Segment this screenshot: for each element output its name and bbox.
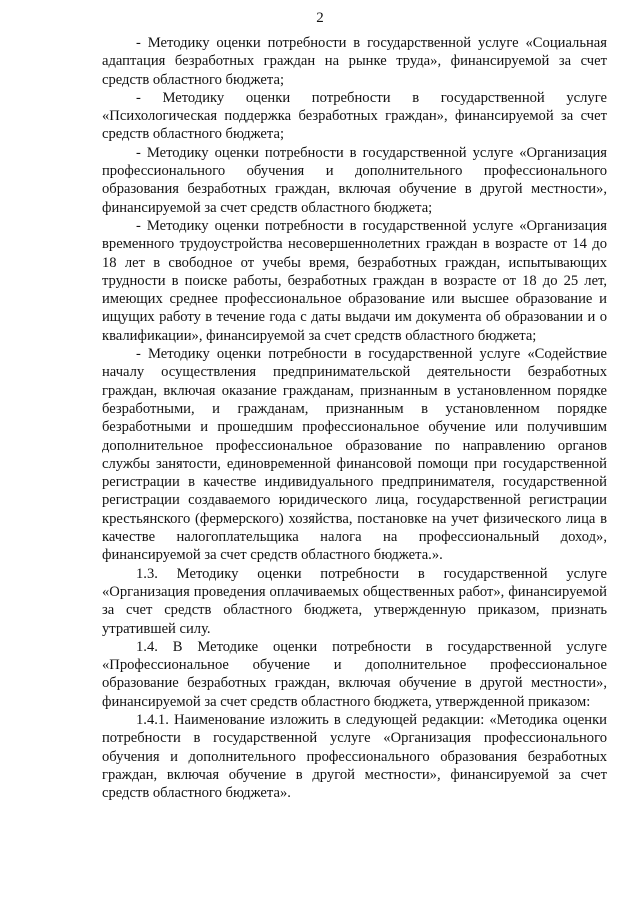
paragraph-1-3-public-works: 1.3. Методику оценки потребности в государственной услуге «Организация проведения оплачиваемых общественных работ», финансируемой за счет средств областного бюджета, утвержденную приказом, признать утратившей силу. — [102, 565, 607, 637]
paragraph-entrepreneurship-support: - Методику оценки потребности в государственной услуге «Содействие началу осуществления предпринимательской деятельности безработных граждан, включая оказание гражданам, признанным в установленном порядке безработными, и гражданам, признанным в установленном порядке безработными и прошедшим профессиональное обучение или получившим дополнительное профессиональное образование по направлению органов службы занятости, единовременной финансовой помощи при государственной регистрации в качестве индивидуального предпринимателя, государственной регистрации создаваемого юридического лица, государственной регистрации крестьянского (фермерского) хозяйства, постановке на учет физического лица в качестве налогоплательщика налога на профессиональный доход», финансируемой за счет средств областного бюджета.». — [102, 346, 607, 564]
paragraph-temporary-employment: - Методику оценки потребности в государственной услуге «Организация временного трудоустройства несовершеннолетних граждан в возрасте от 14 до 18 лет в свободное от учебы время, безработных граждан, испытывающих трудности в поиске работы, безработных граждан в возрасте от 18 до 25 лет, имеющих среднее профессиональное образование или высшее образование и ищущих работу в течение года с даты выдачи им документа об образовании и о квалификации», финансируемой за счет средств областного бюджета; — [102, 217, 607, 344]
page-number: 2 — [316, 10, 324, 26]
paragraph-1-4-1-new-title: 1.4.1. Наименование изложить в следующей редакции: «Методика оценки потребности в государственной услуге «Организация профессионального обучения и дополнительного профессионального образования безработных граждан, включая обучение в другой местности», финансируемой за счет средств областного бюджета». — [102, 711, 607, 802]
paragraph-1-4-methodology-amendment: 1.4. В Методике оценки потребности в государственной услуге «Профессиональное обучение и дополнительное профессиональное образование безработных граждан, включая обучение в другой местности», финансируемой за счет средств областного бюджета, утвержденной приказом: — [102, 638, 607, 710]
paragraph-professional-training: - Методику оценки потребности в государственной услуге «Организация профессионального обучения и дополнительного профессионального образования безработных граждан, включая обучение в другой местности», финансируемой за счет средств областного бюджета; — [102, 144, 607, 216]
paragraph-social-adaptation: - Методику оценки потребности в государственной услуге «Социальная адаптация безработных граждан на рынке труда», финансируемой за счет средств областного бюджета; — [102, 35, 607, 88]
document-body — [102, 34, 607, 802]
paragraph-psychological-support: - Методику оценки потребности в государственной услуге «Психологическая поддержка безработных граждан», финансируемой за счет средств областного бюджета; — [102, 89, 607, 143]
